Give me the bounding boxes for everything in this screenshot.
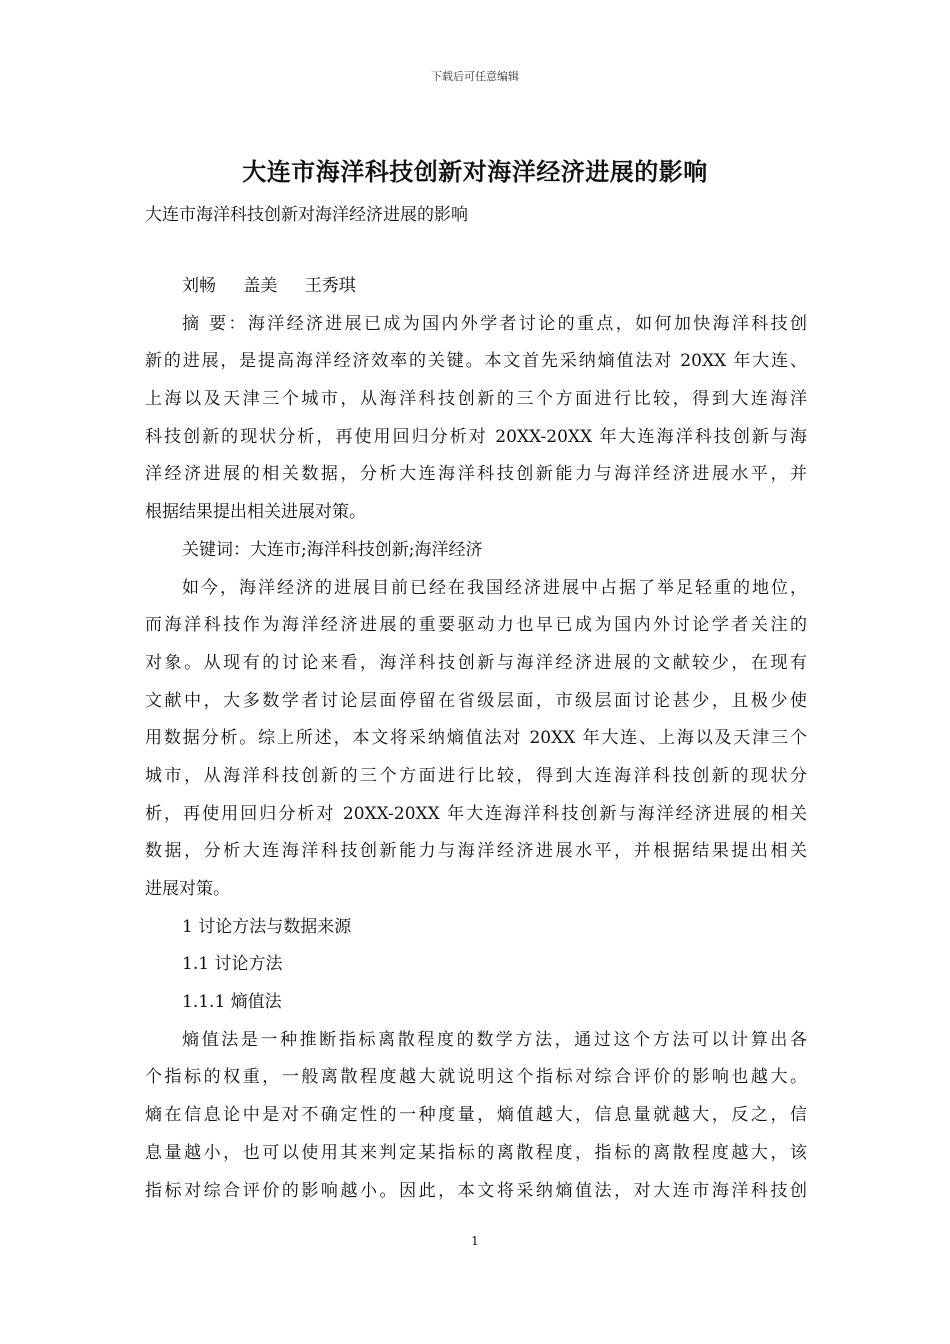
abstract [145,310,807,536]
entropy-line: 指标对综合评价的影响越小。因此，本文将采纳熵值法，对大连市海洋科技创 [145,1180,807,1201]
intro-line: 如今，海洋经济的进展目前已经在我国经济进展中占据了举足轻重的地位， [182,577,807,598]
section-heading: 1 讨论方法与数据来源 [182,916,352,937]
intro-line: 用数据分析。综上所述，本文将采纳熵值法对 20XX 年大连、上海以及天津三个 [145,728,807,749]
entropy-line: 个指标的权重，一般离散程度越大就说明这个指标对综合评价的影响也越大。 [145,1067,807,1088]
abstract-line: 新的进展，是提高海洋经济效率的关键。本文首先采纳熵值法对 20XX 年大连、 [145,351,807,372]
author-name: 盖美 [243,276,278,296]
document-title: 大连市海洋科技创新对海洋经济进展的影响 [242,157,708,186]
keywords: 关键词：大连市;海洋科技创新;海洋经济 [182,539,483,560]
intro-line: 对象。从现有的讨论来看，海洋科技创新与海洋经济进展的文献较少，在现有 [145,652,807,673]
author-name: 王秀琪 [304,276,356,296]
header-note: 下载后可任意编辑 [431,70,519,83]
entropy-line: 息量越小，也可以使用其来判定某指标的离散程度，指标的离散程度越大，该 [145,1142,807,1163]
entropy-line: 熵在信息论中是对不确定性的一种度量，熵值越大，信息量就越大，反之，信 [145,1105,807,1126]
introduction [145,574,807,913]
intro-line: 数据，分析大连海洋科技创新能力与海洋经济进展水平，并根据结果提出相关 [145,841,807,862]
intro-line: 析，再使用回归分析对 20XX-20XX 年大连海洋科技创新与海洋经济进展的相关 [145,803,807,824]
author-name: 刘畅 [182,276,216,296]
body-text [145,272,807,1214]
abstract-line: 根据结果提出相关进展对策。 [145,502,366,523]
abstract-line: 摘 要：海洋经济进展已成为国内外学者讨论的重点，如何加快海洋科技创 [182,313,807,334]
author-list [145,272,807,310]
document-subtitle: 大连市海洋科技创新对海洋经济进展的影响 [145,205,468,225]
subsection-heading: 1.1 讨论方法 [182,954,283,975]
page-number: 1 [471,1234,479,1248]
entropy-method-paragraph [145,1026,807,1214]
intro-line: 进展对策。 [145,879,230,899]
intro-line: 文献中，大多数学者讨论层面停留在省级层面，市级层面讨论甚少，且极少使 [145,690,807,711]
abstract-line: 上海以及天津三个城市，从海洋科技创新的三个方面进行比较，得到大连海洋 [145,389,807,410]
entropy-line: 熵值法是一种推断指标离散程度的数学方法，通过这个方法可以计算出各 [182,1029,807,1050]
abstract-line: 科技创新的现状分析，再使用回归分析对 20XX-20XX 年大连海洋科技创新与海 [145,426,807,447]
abstract-line: 洋经济进展的相关数据，分析大连海洋科技创新能力与海洋经济进展水平，并 [145,464,807,485]
intro-line: 而海洋科技作为海洋经济进展的重要驱动力也早已成为国内外讨论学者关注的 [145,615,807,636]
subsubsection-heading: 1.1.1 熵值法 [182,992,282,1013]
intro-line: 城市，从海洋科技创新的三个方面进行比较，得到大连海洋科技创新的现状分 [145,765,807,786]
